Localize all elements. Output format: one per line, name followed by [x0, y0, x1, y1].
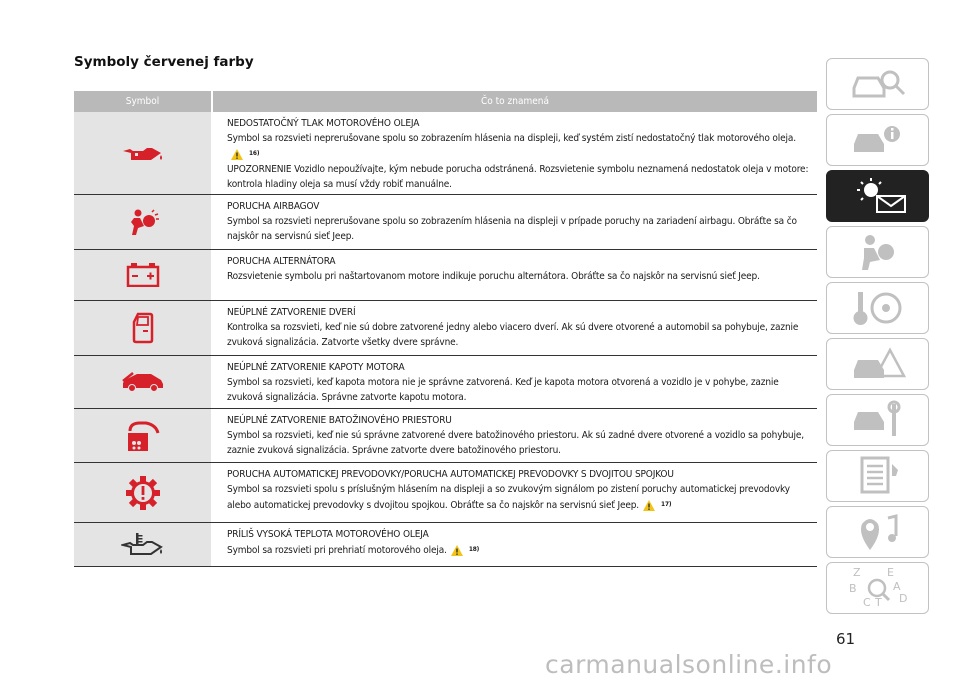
- table-row: [74, 195, 817, 250]
- svg-text:A: A: [892, 580, 901, 593]
- car-info-icon: [848, 122, 908, 158]
- svg-text:C: C: [862, 596, 871, 609]
- table-row: [74, 301, 817, 356]
- alphabet-index-icon: [843, 566, 913, 610]
- car-search-icon: [848, 66, 908, 102]
- chapter-tab-multimedia[interactable]: [826, 506, 929, 558]
- chapter-tab-car-info[interactable]: [826, 114, 929, 166]
- navigation-music-icon: [848, 512, 908, 552]
- symbol-cell: [74, 463, 211, 522]
- meaning-cell: [213, 463, 817, 522]
- chapter-tab-starting-driving[interactable]: [826, 282, 929, 334]
- svg-text:Z: Z: [852, 566, 861, 579]
- row-title: NEÚPLNÉ ZATVORENIE DVERÍ: [227, 307, 356, 318]
- spec-list-icon: [848, 456, 908, 496]
- symbol-cell: [74, 523, 211, 566]
- warning-symbols-table: [74, 91, 817, 567]
- row-title: PORUCHA AIRBAGOV: [227, 201, 320, 212]
- table-row: [74, 523, 817, 567]
- row-text: Symbol sa rozsvieti neprerušovane spolu so zobrazením hlásenia na displeji, keď systém zistí nedostatočný tlak motorového oleja.: [227, 133, 796, 144]
- svg-text:T: T: [874, 596, 882, 609]
- table-row: [74, 250, 817, 301]
- row-title: NEÚPLNÉ ZATVORENIE KAPOTY MOTORA: [227, 362, 405, 373]
- row-title: PORUCHA ALTERNÁTORA: [227, 256, 336, 267]
- row-title: PRÍLIŠ VYSOKÁ TEPLOTA MOTOROVÉHO OLEJA: [227, 529, 429, 540]
- row-text: Symbol sa rozsvieti spolu s príslušným hlásením na displeji a so zvukovým signálom po zistení poruchy automatickej prevodovky alebo automatickej prevodovky s dvojitou spojkou. Obráťte sa čo najskôr na servisnú sieť Jeep.: [227, 484, 790, 511]
- row-text: Symbol sa rozsvieti, keď kapota motora nie je správne zatvorená. Keď je kapota motora otvorená a vozidlo je v pohybe, zaznie zvuková signalizácia. Správne zatvorte kapotu motora.: [227, 377, 779, 403]
- svg-text:D: D: [898, 592, 907, 605]
- gearbox-fault-icon: [125, 475, 161, 511]
- chapter-tab-car-search[interactable]: [826, 58, 929, 110]
- chapter-tab-warning-lights[interactable]: [826, 170, 929, 222]
- row-text: Rozsvietenie symbolu pri naštartovanom motore indikuje poruchu alternátora. Obráťte sa čo najskôr na servisnú sieť Jeep.: [227, 271, 760, 282]
- chapter-tab-index[interactable]: [826, 562, 929, 614]
- row-note: UPOZORNENIE Vozidlo nepoužívajte, kým nebude porucha odstránená. Rozsvietenie symbolu neznamená nedostatok oleja v motore: kontrola hladiny oleja sa musí vždy robiť manuálne.: [227, 164, 809, 190]
- meaning-cell: [213, 195, 817, 249]
- oil-pressure-icon: [121, 142, 165, 164]
- symbol-cell: [74, 195, 211, 249]
- header-symbol: Symbol: [74, 91, 211, 112]
- chapter-tab-technical-data[interactable]: [826, 450, 929, 502]
- table-row: [74, 409, 817, 463]
- row-text: Symbol sa rozsvieti, keď nie sú správne zatvorené dvere batožinového priestoru. Ak sú zadné dvere otvorené a vozidlo sa pohybuje, zaznie zvuková signalizácia. Správne zatvorte dvere batožinového priestoru.: [227, 430, 804, 456]
- chapter-tab-emergency[interactable]: [826, 338, 929, 390]
- svg-text:B: B: [848, 582, 857, 595]
- oil-temperature-icon: [121, 532, 165, 558]
- hood-open-icon: [121, 371, 165, 393]
- symbol-cell: [74, 356, 211, 408]
- airbag-icon: [126, 208, 160, 236]
- tailgate-open-icon: [126, 419, 160, 453]
- page-title: Symboly červenej farby: [74, 54, 254, 70]
- row-text: Symbol sa rozsvieti pri prehriatí motorového oleja.: [227, 545, 447, 556]
- door-open-icon: [132, 312, 154, 344]
- footnote-ref: 16): [249, 149, 260, 157]
- chapter-tab-safety[interactable]: [826, 226, 929, 278]
- meaning-cell: [213, 112, 817, 194]
- row-title: PORUCHA AUTOMATICKEJ PREVODOVKY/PORUCHA AUTOMATICKEJ PREVODOVKY S DVOJITOU SPOJKOU: [227, 469, 674, 480]
- table-row: [74, 463, 817, 523]
- footnote-ref: 18): [468, 545, 480, 553]
- meaning-cell: [213, 301, 817, 355]
- row-title: NEÚPLNÉ ZATVORENIE BATOŽINOVÉHO PRIESTORU: [227, 415, 452, 426]
- symbol-cell: [74, 409, 211, 462]
- meaning-cell: [213, 250, 817, 300]
- car-crash-warning-icon: [848, 344, 908, 384]
- chapter-tab-servicing[interactable]: [826, 394, 929, 446]
- row-text: Symbol sa rozsvieti neprerušovane spolu so zobrazením hlásenia na displeji v prípade poruchy na zariadení airbagu. Obráťte sa čo najskôr na servisnú sieť Jeep.: [227, 216, 797, 242]
- warning-triangle-icon: [231, 149, 243, 160]
- airbag-person-icon: [848, 232, 908, 272]
- symbol-cell: [74, 112, 211, 194]
- header-meaning: Čo to znamená: [213, 91, 817, 112]
- warning-triangle-icon: [451, 545, 463, 556]
- watermark: carmanualsonline.info: [545, 650, 833, 679]
- car-wrench-icon: [848, 400, 908, 440]
- meaning-cell: [213, 523, 817, 566]
- footnote-ref: 17): [661, 500, 672, 508]
- row-text: Kontrolka sa rozsvieti, keď nie sú dobre zatvorené jedny alebo viacero dverí. Ak sú dvere otvorené a automobil sa pohybuje, zaznie zvuková signalizácia. Zatvorte všetky dvere správne.: [227, 322, 799, 348]
- battery-icon: [126, 263, 160, 287]
- page-number: 61: [836, 630, 856, 648]
- svg-text:E: E: [886, 566, 894, 579]
- warning-triangle-icon: [643, 500, 655, 511]
- warning-light-message-icon: [843, 176, 913, 216]
- meaning-cell: [213, 409, 817, 462]
- key-steering-wheel-icon: [848, 288, 908, 328]
- table-row: [74, 112, 817, 195]
- symbol-cell: [74, 301, 211, 355]
- row-title: NEDOSTATOČNÝ TLAK MOTOROVÉHO OLEJA: [227, 118, 420, 129]
- meaning-cell: [213, 356, 817, 408]
- symbol-cell: [74, 250, 211, 300]
- table-row: [74, 356, 817, 409]
- table-header: [74, 91, 817, 112]
